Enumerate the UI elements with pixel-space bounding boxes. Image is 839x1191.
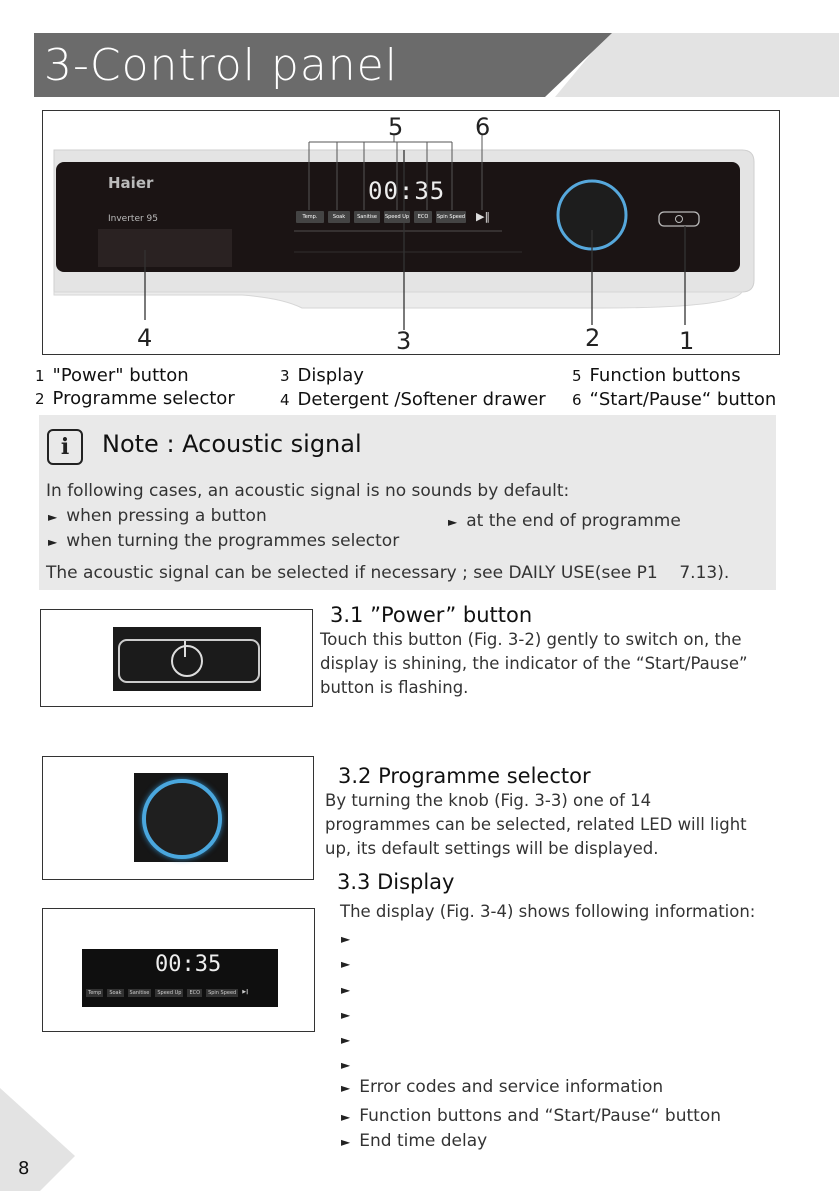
display-bullet-7: ► Error codes and service information [341,1077,664,1097]
selector-knob[interactable] [142,779,222,859]
power-icon-line [184,641,186,657]
callout-1: 1 [679,327,695,355]
display-bullet-8: ► Function buttons and “Start/Pause“ button [341,1106,722,1126]
display-section-title: 3.3 Display [337,870,455,894]
callout-6: 6 [475,113,491,141]
fb-temp[interactable]: Temp. [296,211,324,223]
fb-spinspeed[interactable]: Spin Speed [436,211,466,223]
page-title: 3-Control panel [44,40,398,91]
display-fig-time: 00:35 [155,952,222,977]
label-2: 2 Programme selector [35,388,235,409]
info-icon: i [47,429,83,465]
callout-4: 4 [137,324,153,352]
power-icon [171,645,203,677]
note-intro: In following cases, an acoustic signal is no sounds by default: [46,481,570,501]
display-bullet-4: ► [341,1008,351,1022]
display-bullet-2: ► [341,957,351,971]
power-section-body: Touch this button (Fig. 3-2) gently to switch on, the display is shining, the indicator of the “Start/Pause” button is flashing. [320,630,748,697]
display-bullet-5: ► [341,1033,351,1047]
panel-display-time: 00:35 [368,177,446,205]
selector-section-body: By turning the knob (Fig. 3-3) one of 14 programmes can be selected, related LED will light up, its default settings will be displayed. [325,791,747,858]
callout-2: 2 [585,324,601,352]
note-bullet-1: ► when pressing a button [48,506,267,526]
label-4: 4 Detergent /Softener drawer [280,389,546,410]
control-panel-illustration [42,110,780,355]
display-bullet-6: ► [341,1058,351,1072]
display-fig-buttons: Temp Soak Sanitise Speed Up ECO Spin Speed ▶‖ [88,989,249,996]
display-bullet-3: ► [341,983,351,997]
fb-soak[interactable]: Soak [328,211,350,223]
display-bullet-1: ► [341,932,351,946]
page-corner [0,1088,80,1191]
note-bullet-3: ► at the end of programme [448,511,681,531]
fig-start-pause-icon: ▶‖ [242,989,249,995]
start-pause-icon[interactable]: ▶‖ [476,210,490,223]
power-section-title: 3.1 ”Power” button [330,603,533,627]
label-1: 1 "Power" button [35,365,189,386]
fb-speedup[interactable]: Speed Up [384,211,410,223]
label-3: 3 Display [280,365,364,386]
callout-3: 3 [396,327,412,355]
brand-logo: Haier [108,174,154,192]
fb-eco[interactable]: ECO [414,211,432,223]
note-title: Note : Acoustic signal [102,430,362,458]
selector-section-title: 3.2 Programme selector [338,764,591,788]
page-number: 8 [18,1158,30,1179]
display-bullet-9: ► End time delay [341,1131,488,1151]
note-footer: The acoustic signal can be selected if necessary ; see DAILY USE(see P1 7.13). [46,563,730,583]
callout-5: 5 [388,113,404,141]
model-name: Inverter 95 [108,214,159,224]
display-section-intro: The display (Fig. 3-4) shows following information: [340,902,756,921]
fb-sanitise[interactable]: Sanitise [354,211,380,223]
note-bullet-2: ► when turning the programmes selector [48,531,400,551]
label-5: 5 Function buttons [572,365,741,386]
label-6: 6 “Start/Pause“ button [572,389,777,410]
